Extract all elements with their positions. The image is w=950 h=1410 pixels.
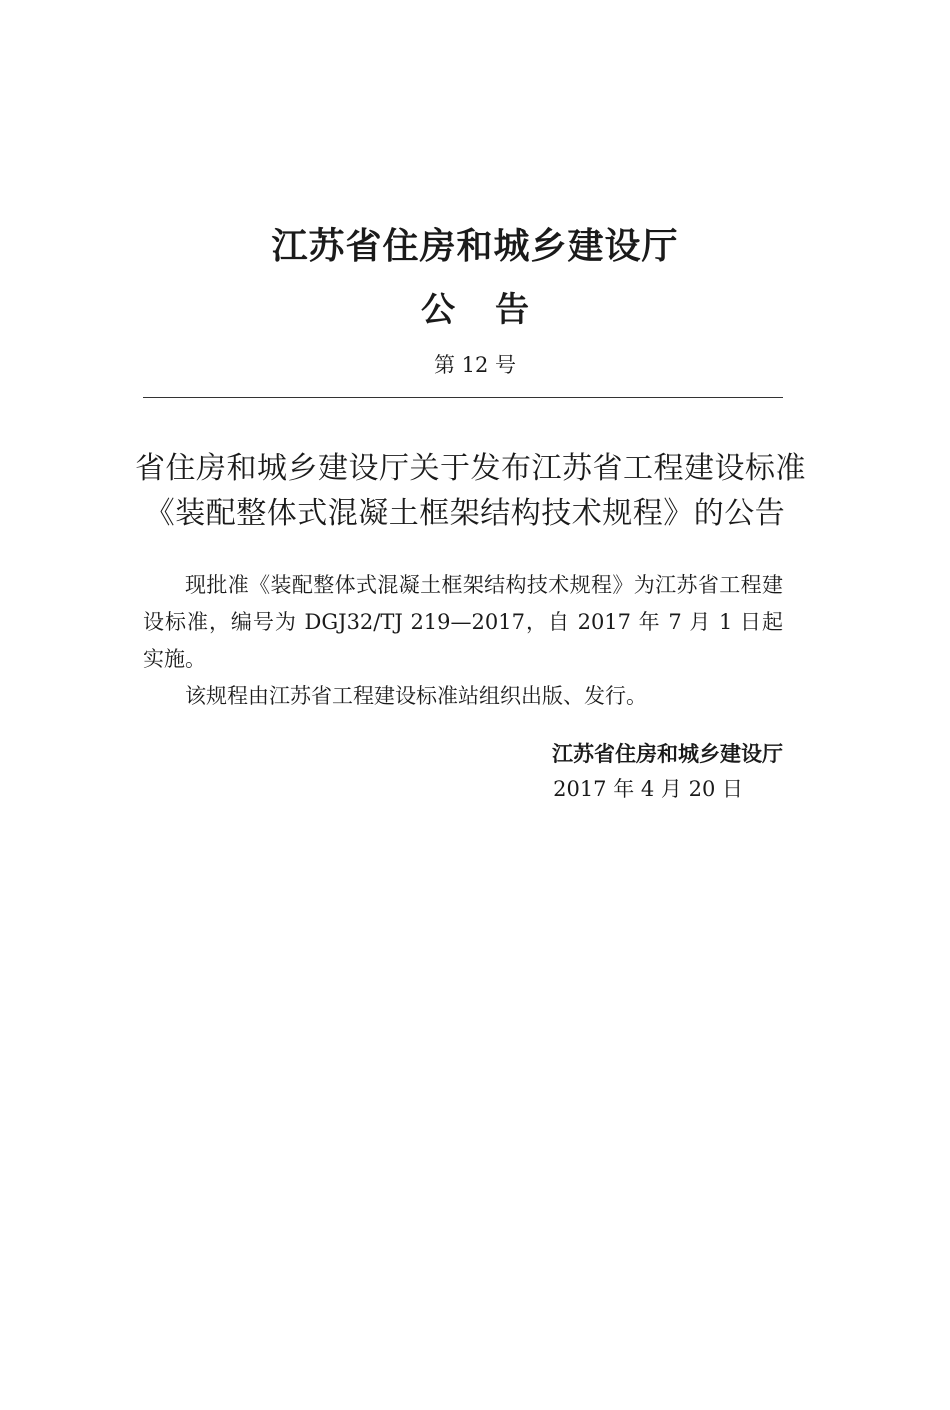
notice-title-char-2: 告	[495, 290, 529, 330]
notice-title	[0, 286, 950, 334]
signature-date: 2017 年 4 月 20 日	[553, 777, 743, 801]
announcement-body	[143, 567, 783, 715]
body-paragraph-2: 该规程由江苏省工程建设标准站组织出版、发行。	[185, 684, 647, 708]
signature-issuer: 江苏省住房和城乡建设厅	[552, 742, 783, 766]
notice-number: 第 12 号	[433, 353, 517, 377]
headline-line-2: 《装配整体式混凝土框架结构技术规程》的公告	[144, 496, 786, 531]
headline-line-1: 省住房和城乡建设厅关于发布江苏省工程建设标准	[135, 451, 806, 486]
body-paragraph-1: 现批准《装配整体式混凝土框架结构技术规程》为江苏省工程建设标准，编号为 DGJ32/TJ 219—2017，自 2017 年 7 月 1 日起实施。	[143, 573, 783, 671]
announcement-headline	[135, 446, 806, 536]
header-divider	[143, 397, 783, 398]
notice-title-char-1: 公	[421, 290, 455, 330]
issuing-authority-title: 江苏省住房和城乡建设厅	[271, 226, 679, 267]
